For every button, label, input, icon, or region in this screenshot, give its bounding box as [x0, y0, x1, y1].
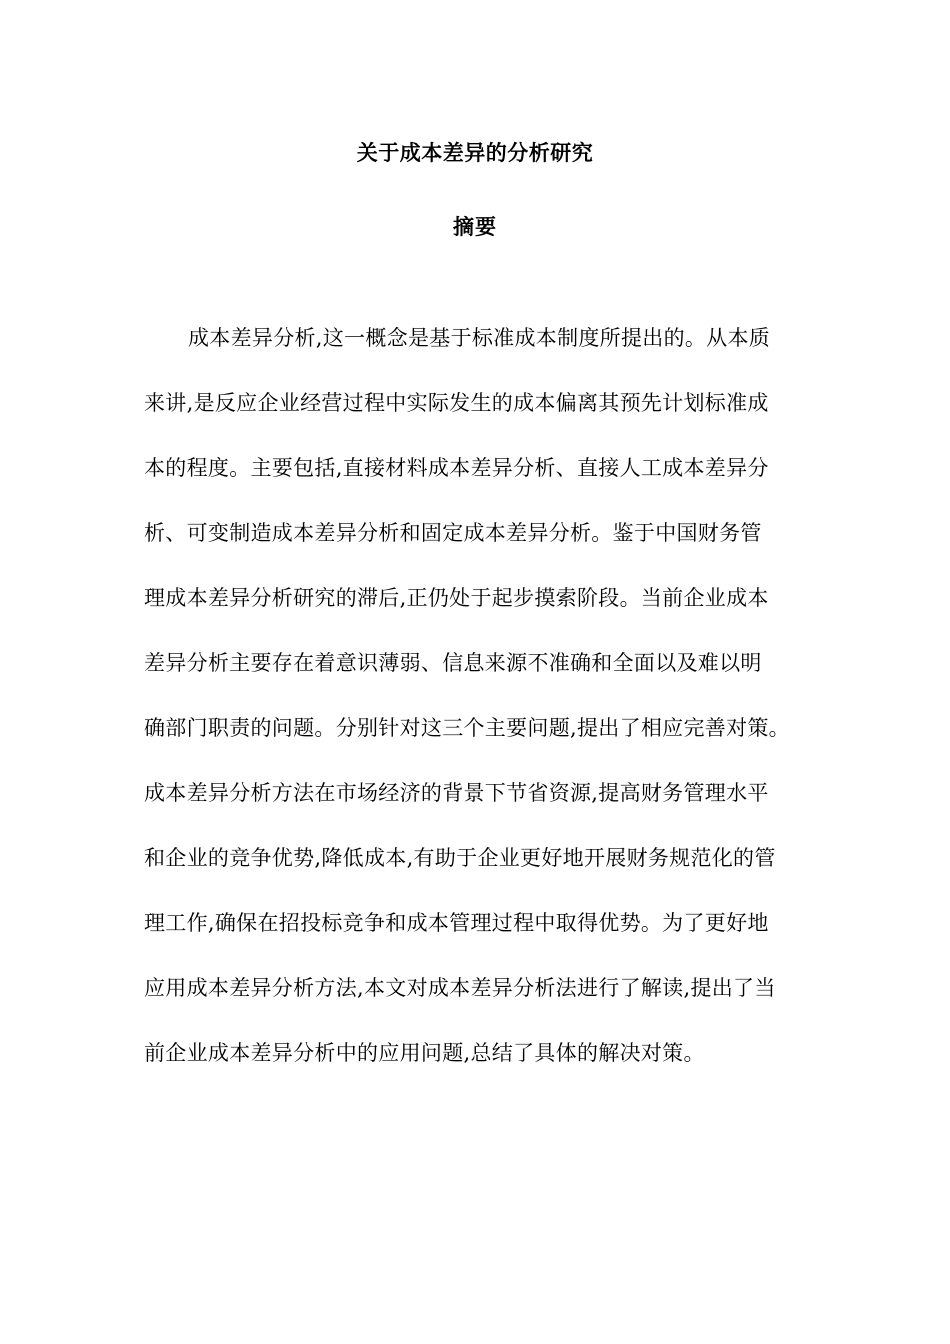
abstract-line: 成本差异分析,这一概念是基于标准成本制度所提出的。从本质	[188, 326, 771, 350]
abstract-line: 来讲,是反应企业经营过程中实际发生的成本偏离其预先计划标准成	[144, 391, 769, 415]
abstract-heading: 摘要	[453, 215, 497, 239]
document-title: 关于成本差异的分析研究	[356, 141, 594, 165]
abstract-body	[144, 313, 824, 1093]
abstract-line: 和企业的竞争优势,降低成本,有助于企业更好地开展财务规范化的管	[144, 846, 776, 870]
abstract-line: 析、可变制造成本差异分析和固定成本差异分析。鉴于中国财务管	[144, 521, 762, 545]
abstract-line: 成本差异分析方法在市场经济的背景下节省资源,提高财务管理水平	[144, 781, 769, 805]
abstract-line: 本的程度。主要包括,直接材料成本差异分析、直接人工成本差异分	[144, 456, 769, 480]
abstract-line: 理成本差异分析研究的滞后,正仍处于起步摸索阶段。当前企业成本	[144, 586, 769, 610]
abstract-line: 应用成本差异分析方法,本文对成本差异分析法进行了解读,提出了当	[144, 976, 776, 1000]
abstract-line: 确部门职责的问题。分别针对这三个主要问题,提出了相应完善对策。	[144, 716, 790, 740]
abstract-line: 理工作,确保在招投标竞争和成本管理过程中取得优势。为了更好地	[144, 911, 769, 935]
abstract-line: 差异分析主要存在着意识薄弱、信息来源不准确和全面以及难以明	[144, 651, 762, 675]
abstract-line: 前企业成本差异分析中的应用问题,总结了具体的解决对策。	[144, 1041, 705, 1065]
